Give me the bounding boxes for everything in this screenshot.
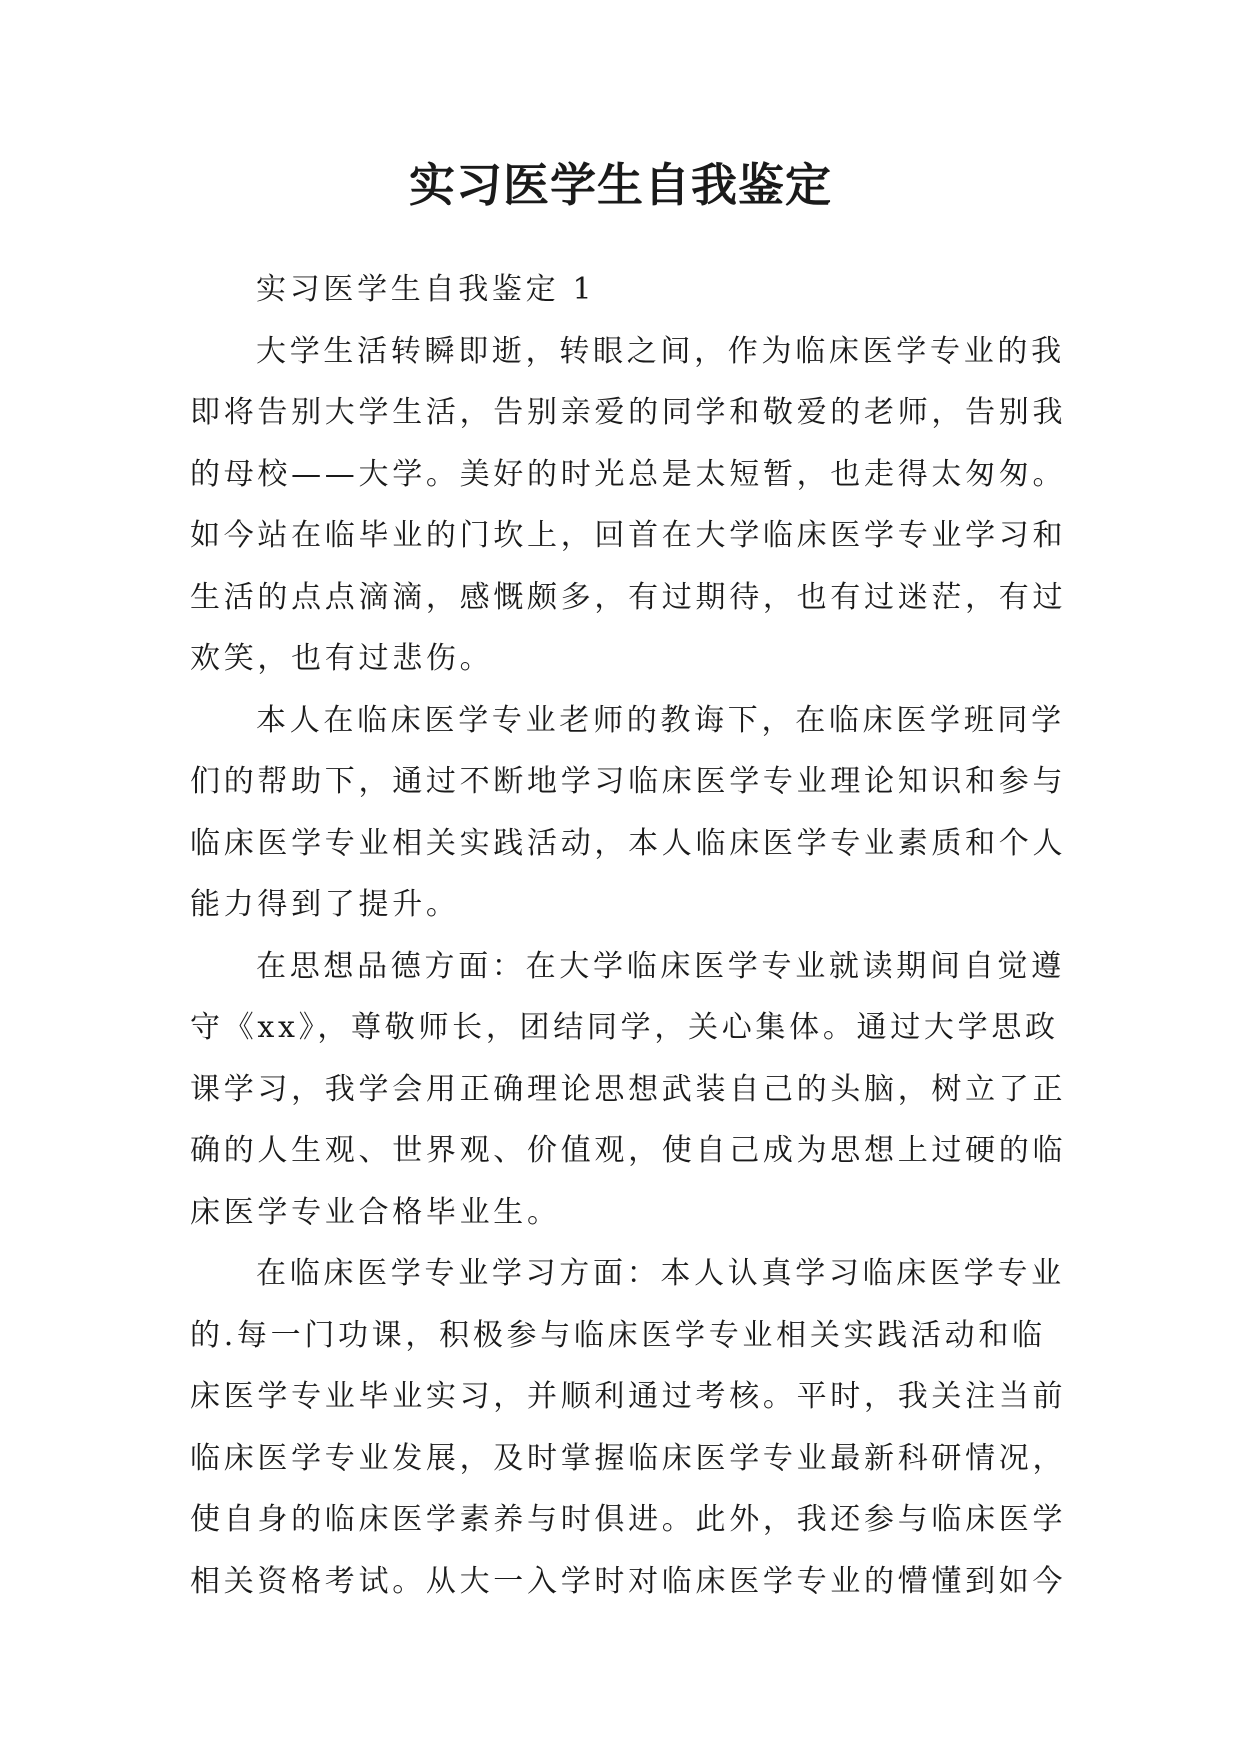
document-body [190, 259, 1067, 1612]
section-heading [190, 259, 1056, 321]
text-line: 使自身的临床医学素养与时俱进。此外，我还参与临床医学 [190, 1502, 1067, 1537]
text-line: 在临床医学专业学习方面：本人认真学习临床医学专业 [256, 1256, 1065, 1291]
paragraph-study [190, 1243, 1067, 1612]
text-line: 相关资格考试。从大一入学时对临床医学专业的懵懂到如今 [190, 1563, 1067, 1599]
text-line: 临床医学专业相关实践活动，本人临床医学专业素质和个人 [190, 825, 1067, 861]
text-line: 欢笑，也有过悲伤。 [190, 641, 494, 676]
text-line: 们的帮助下，通过不断地学习临床医学专业理论知识和参与 [190, 764, 1067, 799]
text-line: 在思想品德方面：在大学临床医学专业就读期间自觉遵 [256, 948, 1065, 984]
text-line: 生活的点点滴滴，感慨颇多，有过期待，也有过迷茫，有过 [190, 579, 1067, 615]
document-title: 实习医学生自我鉴定 [409, 158, 832, 212]
text-line: 床医学专业毕业实习，并顺利通过考核。平时，我关注当前 [190, 1379, 1067, 1414]
text-line: 床医学专业合格毕业生。 [190, 1194, 561, 1230]
text-line: 大学生活转瞬即逝，转眼之间，作为临床医学专业的我 [256, 333, 1065, 369]
paragraph-morality [190, 936, 1067, 1244]
text-line: 临床医学专业发展，及时掌握临床医学专业最新科研情况， [190, 1440, 1067, 1476]
text-line: 课学习，我学会用正确理论思想武装自己的头脑，树立了正 [190, 1071, 1067, 1107]
text-line: 实习医学生自我鉴定 1 [256, 272, 596, 307]
text-line: 的母校——大学。美好的时光总是太短暂，也走得太匆匆。 [190, 456, 1067, 492]
paragraph-growth [190, 690, 1067, 936]
paragraph-intro [190, 321, 1067, 690]
text-line: 如今站在临毕业的门坎上，回首在大学临床医学专业学习和 [190, 518, 1067, 553]
text-line: 确的人生观、世界观、价值观，使自己成为思想上过硬的临 [190, 1133, 1067, 1168]
text-line: 即将告别大学生活，告别亲爱的同学和敬爱的老师，告别我 [190, 395, 1067, 430]
text-line: 守《xx》，尊敬师长，团结同学，关心集体。通过大学思政 [190, 1010, 1059, 1045]
text-line: 能力得到了提升。 [190, 887, 460, 922]
text-line: 本人在临床医学专业老师的教诲下，在临床医学班同学 [256, 702, 1065, 738]
text-line: 的.每一门功课，积极参与临床医学专业相关实践活动和临 [190, 1317, 1046, 1353]
